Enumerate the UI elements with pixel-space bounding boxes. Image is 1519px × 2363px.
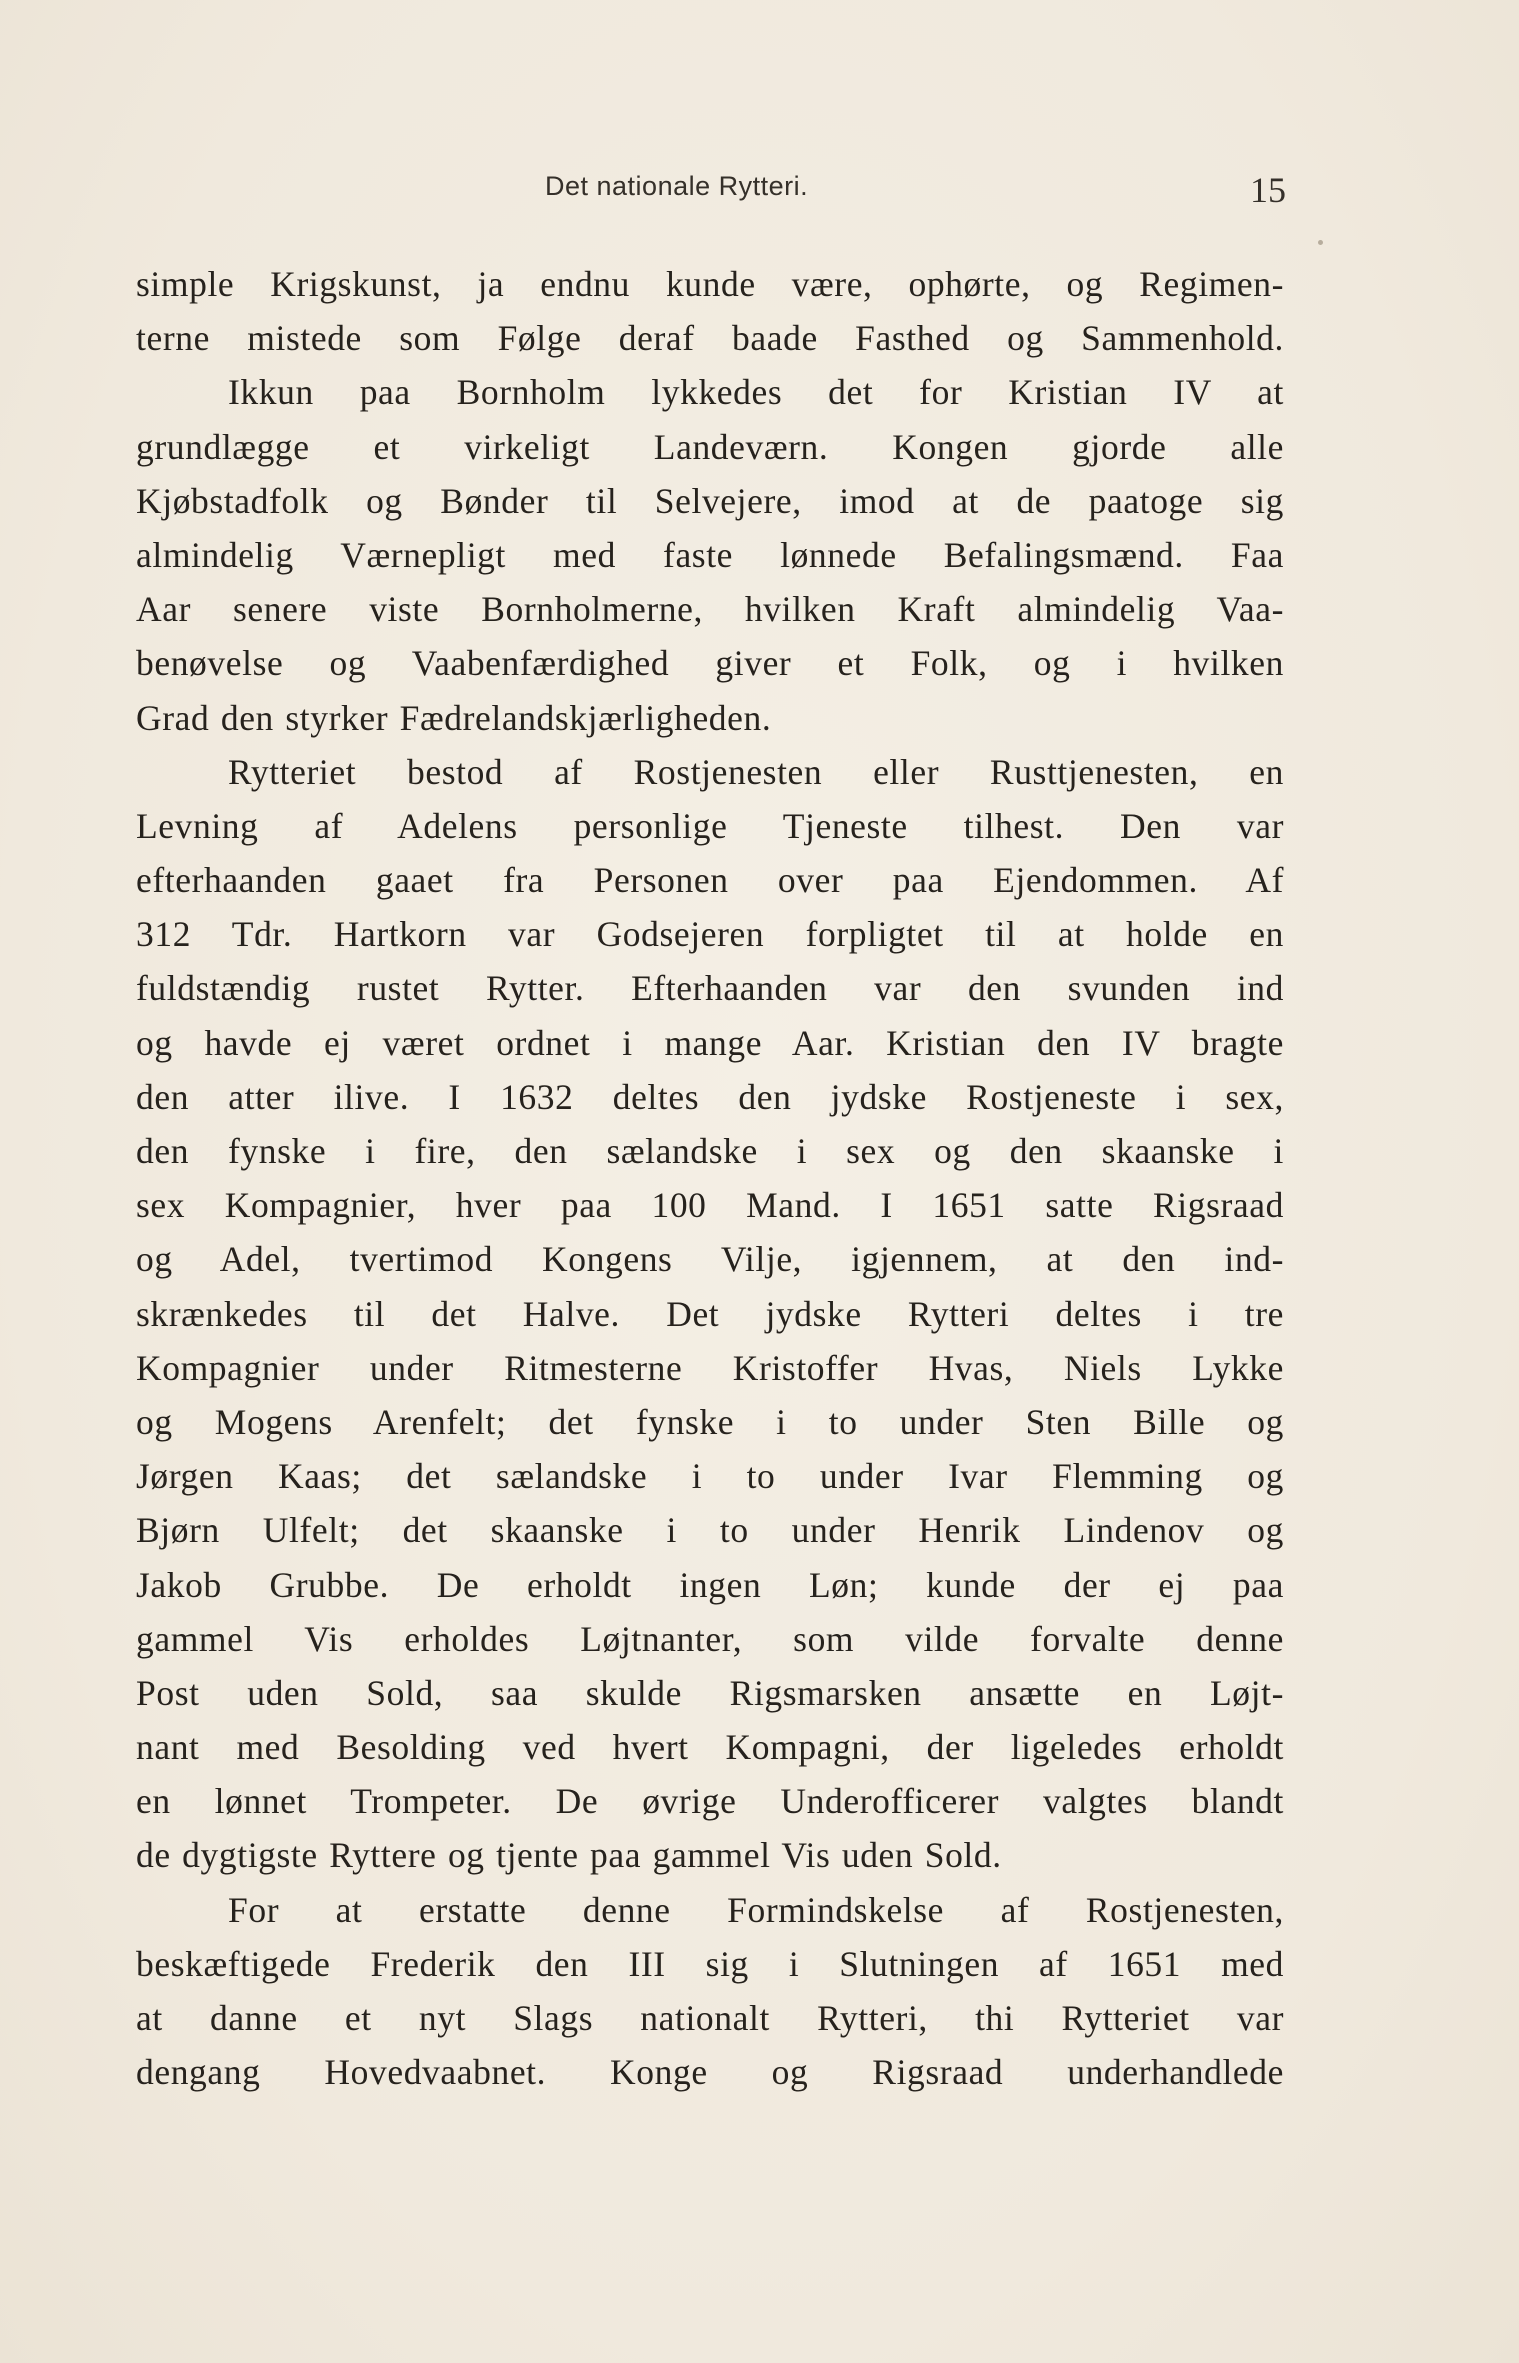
text-line: Rytteriet bestod af Rostjenesten eller Rusttjenesten, en <box>228 751 1284 792</box>
text-line: og Mogens Arenfelt; det fynske i to under Sten Bille og <box>136 1401 1284 1442</box>
text-line: Post uden Sold, saa skulde Rigsmarsken ansætte en Løjt- <box>136 1672 1284 1713</box>
text-line: efterhaanden gaaet fra Personen over paa Ejendommen. Af <box>136 860 1284 901</box>
running-title: Det nationale Rytteri. <box>545 171 809 201</box>
text-line: og havde ej været ordnet i mange Aar. Kristian den IV bragte <box>136 1022 1284 1063</box>
text-line: sex Kompagnier, hver paa 100 Mand. I 1651 satte Rigsraad <box>136 1185 1284 1226</box>
text-line: nant med Besolding ved hvert Kompagni, der ligeledes erholdt <box>136 1727 1284 1768</box>
text-line: og Adel, tvertimod Kongens Vilje, igjennem, at den ind- <box>136 1239 1284 1280</box>
text-line: fuldstændig rustet Rytter. Efterhaanden var den svunden ind <box>136 968 1284 1009</box>
text-line: en lønnet Trompeter. De øvrige Underofficerer valgtes blandt <box>136 1781 1284 1822</box>
text-line: For at erstatte denne Formindskelse af Rostjenesten, <box>228 1889 1284 1930</box>
text-line: Jørgen Kaas; det sælandske i to under Ivar Flemming og <box>136 1456 1284 1497</box>
text-line: gammel Vis erholdes Løjtnanter, som vilde forvalte denne <box>136 1618 1284 1659</box>
text-line: benøvelse og Vaabenfærdighed giver et Folk, og i hvilken <box>136 643 1284 684</box>
text-line: Bjørn Ulfelt; det skaanske i to under Henrik Lindenov og <box>136 1510 1284 1551</box>
text-line: skrænkedes til det Halve. Det jydske Rytteri deltes i tre <box>136 1293 1284 1334</box>
body-text <box>136 257 1284 2099</box>
text-line: grundlægge et virkeligt Landeværn. Kongen gjorde alle <box>136 426 1284 467</box>
text-line: Kjøbstadfolk og Bønder til Selvejere, imod at de paatoge sig <box>136 480 1284 521</box>
text-line: 312 Tdr. Hartkorn var Godsejeren forpligtet til at holde en <box>136 914 1284 955</box>
paper-speck <box>1318 240 1323 245</box>
text-line: beskæftigede Frederik den III sig i Slutningen af 1651 med <box>136 1943 1284 1984</box>
text-line: de dygtigste Ryttere og tjente paa gammel Vis uden Sold. <box>136 1835 1002 1876</box>
page-header <box>0 163 1519 213</box>
text-line: simple Krigskunst, ja endnu kunde være, ophørte, og Regimen- <box>136 264 1284 304</box>
text-line: Grad den styrker Fædrelandskjærligheden. <box>136 697 772 738</box>
text-line: Aar senere viste Bornholmerne, hvilken Kraft almindelig Vaa- <box>136 589 1284 630</box>
text-line: Kompagnier under Ritmesterne Kristoffer Hvas, Niels Lykke <box>136 1347 1284 1388</box>
text-line: den fynske i fire, den sælandske i sex og den skaanske i <box>136 1131 1284 1171</box>
text-line: Jakob Grubbe. De erholdt ingen Løn; kunde der ej paa <box>136 1564 1284 1605</box>
text-line: almindelig Værnepligt med faste lønnede Befalingsmænd. Faa <box>136 534 1284 575</box>
text-line: den atter ilive. I 1632 deltes den jydske Rostjeneste i sex, <box>136 1076 1284 1117</box>
text-line: dengang Hovedvaabnet. Konge og Rigsraad underhandlede <box>136 2052 1284 2093</box>
text-line: terne mistede som Følge deraf baade Fasthed og Sammenhold. <box>136 318 1284 359</box>
text-line: Levning af Adelens personlige Tjeneste tilhest. Den var <box>136 805 1284 846</box>
text-line: Ikkun paa Bornholm lykkedes det for Kristian IV at <box>228 372 1284 413</box>
text-line: at danne et nyt Slags nationalt Rytteri, thi Rytteriet var <box>136 1998 1284 2038</box>
page-number: 15 <box>1250 170 1286 210</box>
